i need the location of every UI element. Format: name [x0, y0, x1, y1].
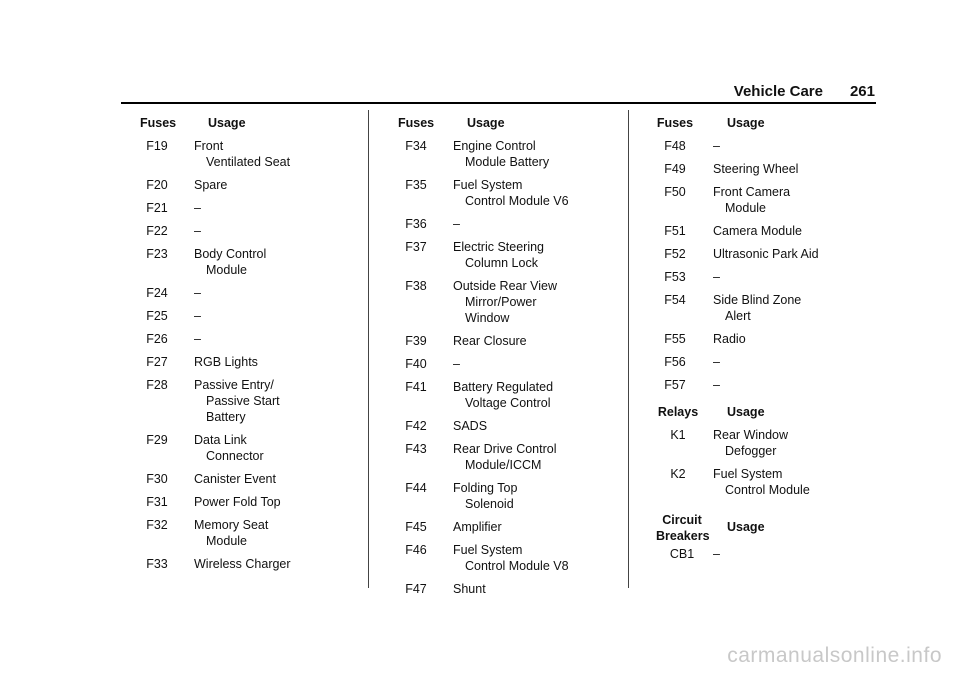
usage-line: Side Blind Zone: [713, 293, 802, 307]
row-code: F57: [664, 378, 686, 392]
column-header-line: Breakers: [656, 529, 710, 543]
usage-line: Control Module V6: [465, 194, 569, 208]
table-row: [656, 161, 886, 177]
table-row: [656, 377, 886, 393]
row-code: F36: [405, 217, 427, 231]
usage-line: Memory Seat: [194, 518, 269, 532]
row-usage: [713, 292, 886, 324]
usage-line: Module: [206, 534, 247, 548]
row-usage: [453, 177, 623, 209]
table-header: [656, 512, 886, 546]
row-usage: [453, 441, 623, 473]
usage-line: Fuel System: [453, 543, 523, 557]
row-usage: [453, 542, 623, 574]
usage-line: Column Lock: [465, 256, 538, 270]
usage-line: Front: [194, 139, 224, 153]
column-header-code: Fuses: [398, 116, 435, 130]
row-usage: [453, 480, 623, 512]
row-code: F20: [146, 178, 168, 192]
table-row: [140, 432, 360, 464]
usage-line: –: [194, 224, 201, 238]
table-header: [398, 116, 623, 138]
row-code: K2: [670, 467, 686, 481]
table-header: [656, 405, 886, 427]
row-usage: [194, 200, 360, 216]
row-usage: [713, 138, 886, 154]
column-header-line: Circuit: [662, 513, 702, 527]
row-usage: [453, 138, 623, 170]
usage-line: Body Control: [194, 247, 267, 261]
row-code: F55: [664, 332, 686, 346]
page-number: 261: [849, 83, 875, 100]
row-code: F56: [664, 355, 686, 369]
row-usage: [713, 354, 886, 370]
row-code: F34: [405, 139, 427, 153]
row-code: F24: [146, 286, 168, 300]
row-usage: [453, 278, 623, 326]
usage-line: Engine Control: [453, 139, 536, 153]
fuse-relay-breaker-tables: [656, 116, 886, 569]
table-row: [398, 441, 623, 473]
usage-line: Shunt: [453, 582, 486, 596]
row-code: F25: [146, 309, 168, 323]
table-row: [656, 427, 886, 459]
column-header-usage: Usage: [727, 520, 765, 534]
row-usage: [713, 546, 886, 562]
section-title: Vehicle Care: [733, 83, 823, 100]
row-usage: [194, 177, 360, 193]
row-usage: [194, 494, 360, 510]
usage-line: Canister Event: [194, 472, 276, 486]
usage-line: –: [713, 547, 720, 561]
row-code: F45: [405, 520, 427, 534]
row-code: F37: [405, 240, 427, 254]
usage-line: Electric Steering: [453, 240, 545, 254]
usage-line: Window: [465, 311, 510, 325]
row-usage: [713, 331, 886, 347]
row-code: F50: [664, 185, 686, 199]
usage-line: Battery: [206, 410, 246, 424]
row-usage: [194, 517, 360, 549]
row-code: F35: [405, 178, 427, 192]
row-usage: [453, 356, 623, 372]
usage-line: Rear Drive Control: [453, 442, 557, 456]
table-section: [656, 405, 886, 498]
column-header-usage: Usage: [727, 405, 765, 419]
row-code: F30: [146, 472, 168, 486]
table-row: [398, 216, 623, 232]
row-usage: [194, 331, 360, 347]
usage-line: –: [713, 270, 720, 284]
row-code: F38: [405, 279, 427, 293]
table-header: [140, 116, 360, 138]
usage-line: Control Module V8: [465, 559, 569, 573]
table-row: [140, 331, 360, 347]
table-row: [140, 377, 360, 425]
table-row: [656, 184, 886, 216]
row-code: F29: [146, 433, 168, 447]
row-code: F44: [405, 481, 427, 495]
column-header-usage: Usage: [208, 116, 246, 130]
usage-line: Rear Window: [713, 428, 789, 442]
row-usage: [453, 216, 623, 232]
row-usage: [194, 354, 360, 370]
row-code: F19: [146, 139, 168, 153]
table-row: [656, 466, 886, 498]
table-row: [140, 200, 360, 216]
row-usage: [713, 184, 886, 216]
table-row: [398, 542, 623, 574]
table-section: [140, 116, 360, 572]
table-row: [140, 285, 360, 301]
column-divider-2: [628, 110, 629, 588]
usage-line: –: [194, 309, 201, 323]
usage-line: Rear Closure: [453, 334, 527, 348]
row-code: F26: [146, 332, 168, 346]
row-usage: [713, 269, 886, 285]
table-header: [656, 116, 886, 138]
usage-line: –: [194, 201, 201, 215]
usage-line: Fuel System: [713, 467, 783, 481]
row-usage: [194, 285, 360, 301]
table-row: [398, 581, 623, 597]
column-header-code: [656, 512, 708, 544]
usage-line: Ultrasonic Park Aid: [713, 247, 819, 261]
usage-line: –: [453, 217, 460, 231]
table-row: [656, 546, 886, 562]
table-row: [656, 138, 886, 154]
usage-line: Mirror/Power: [465, 295, 537, 309]
row-usage: [713, 161, 886, 177]
table-row: [398, 356, 623, 372]
row-usage: [453, 239, 623, 271]
row-code: F48: [664, 139, 686, 153]
usage-line: Solenoid: [465, 497, 514, 511]
row-usage: [453, 519, 623, 535]
usage-line: Amplifier: [453, 520, 502, 534]
row-usage: [713, 466, 886, 498]
row-code: F28: [146, 378, 168, 392]
page-header: [0, 82, 875, 102]
row-code: F43: [405, 442, 427, 456]
table-section: [398, 116, 623, 597]
row-usage: [194, 377, 360, 425]
row-code: F21: [146, 201, 168, 215]
row-code: CB1: [669, 547, 695, 561]
table-row: [398, 333, 623, 349]
row-usage: [194, 138, 360, 170]
usage-line: Voltage Control: [465, 396, 551, 410]
row-usage: [194, 246, 360, 278]
row-usage: [194, 308, 360, 324]
table-row: [140, 177, 360, 193]
row-code: F53: [664, 270, 686, 284]
row-usage: [713, 427, 886, 459]
table-row: [140, 354, 360, 370]
usage-line: –: [453, 357, 460, 371]
row-code: F51: [664, 224, 686, 238]
usage-line: –: [713, 378, 720, 392]
usage-line: Spare: [194, 178, 228, 192]
table-section: [656, 512, 886, 562]
table-row: [398, 519, 623, 535]
row-usage: [194, 471, 360, 487]
row-usage: [194, 223, 360, 239]
usage-line: Wireless Charger: [194, 557, 291, 571]
row-code: F42: [405, 419, 427, 433]
usage-line: Passive Start: [206, 394, 280, 408]
usage-line: Steering Wheel: [713, 162, 799, 176]
usage-line: –: [713, 355, 720, 369]
row-code: F52: [664, 247, 686, 261]
fuse-table-2: [398, 116, 623, 604]
table-row: [398, 418, 623, 434]
usage-line: Fuel System: [453, 178, 523, 192]
usage-line: –: [713, 139, 720, 153]
row-usage: [194, 432, 360, 464]
row-usage: [713, 223, 886, 239]
row-usage: [713, 246, 886, 262]
table-section: [656, 116, 886, 393]
table-row: [656, 331, 886, 347]
table-row: [398, 177, 623, 209]
usage-line: Module: [725, 201, 766, 215]
table-row: [140, 494, 360, 510]
table-row: [140, 138, 360, 170]
row-code: F27: [146, 355, 168, 369]
usage-line: Radio: [713, 332, 746, 346]
row-code: F23: [146, 247, 168, 261]
usage-line: –: [194, 332, 201, 346]
usage-line: Battery Regulated: [453, 380, 554, 394]
table-row: [140, 246, 360, 278]
usage-line: Module: [206, 263, 247, 277]
usage-line: RGB Lights: [194, 355, 258, 369]
usage-line: Front Camera: [713, 185, 791, 199]
row-code: F31: [146, 495, 168, 509]
row-code: F32: [146, 518, 168, 532]
row-code: F40: [405, 357, 427, 371]
table-row: [140, 223, 360, 239]
usage-line: Module/ICCM: [465, 458, 542, 472]
table-row: [656, 292, 886, 324]
header-rule: [121, 102, 876, 104]
row-usage: [713, 377, 886, 393]
table-row: [656, 354, 886, 370]
column-divider-1: [368, 110, 369, 588]
row-usage: [453, 333, 623, 349]
column-header-usage: Usage: [467, 116, 505, 130]
usage-line: Power Fold Top: [194, 495, 281, 509]
column-header-usage: Usage: [727, 116, 765, 130]
usage-line: Outside Rear View: [453, 279, 557, 293]
row-code: F39: [405, 334, 427, 348]
row-code: F46: [405, 543, 427, 557]
usage-line: Connector: [206, 449, 264, 463]
usage-line: Folding Top: [453, 481, 518, 495]
column-header-code: Fuses: [656, 116, 694, 130]
watermark: carmanualsonline.info: [727, 644, 942, 667]
row-code: F22: [146, 224, 168, 238]
usage-line: Alert: [725, 309, 751, 323]
row-code: K1: [670, 428, 686, 442]
usage-line: Defogger: [725, 444, 777, 458]
usage-line: Control Module: [725, 483, 810, 497]
fuse-table-1: [140, 116, 360, 579]
table-row: [140, 308, 360, 324]
row-usage: [453, 581, 623, 597]
usage-line: Camera Module: [713, 224, 802, 238]
usage-line: –: [194, 286, 201, 300]
row-usage: [453, 379, 623, 411]
row-usage: [453, 418, 623, 434]
row-code: F49: [664, 162, 686, 176]
row-code: F47: [405, 582, 427, 596]
usage-line: Ventilated Seat: [206, 155, 291, 169]
table-row: [398, 239, 623, 271]
usage-line: Module Battery: [465, 155, 550, 169]
usage-line: Passive Entry/: [194, 378, 274, 392]
table-row: [398, 278, 623, 326]
table-row: [398, 138, 623, 170]
usage-line: SADS: [453, 419, 488, 433]
table-row: [140, 556, 360, 572]
table-row: [398, 379, 623, 411]
row-code: F41: [405, 380, 427, 394]
row-usage: [194, 556, 360, 572]
column-header-code: Fuses: [140, 116, 177, 130]
column-header-code: Relays: [657, 405, 699, 419]
table-row: [140, 471, 360, 487]
table-row: [656, 223, 886, 239]
table-row: [140, 517, 360, 549]
table-row: [398, 480, 623, 512]
row-code: F33: [146, 557, 168, 571]
table-row: [656, 269, 886, 285]
table-row: [656, 246, 886, 262]
usage-line: Data Link: [194, 433, 247, 447]
row-code: F54: [664, 293, 686, 307]
